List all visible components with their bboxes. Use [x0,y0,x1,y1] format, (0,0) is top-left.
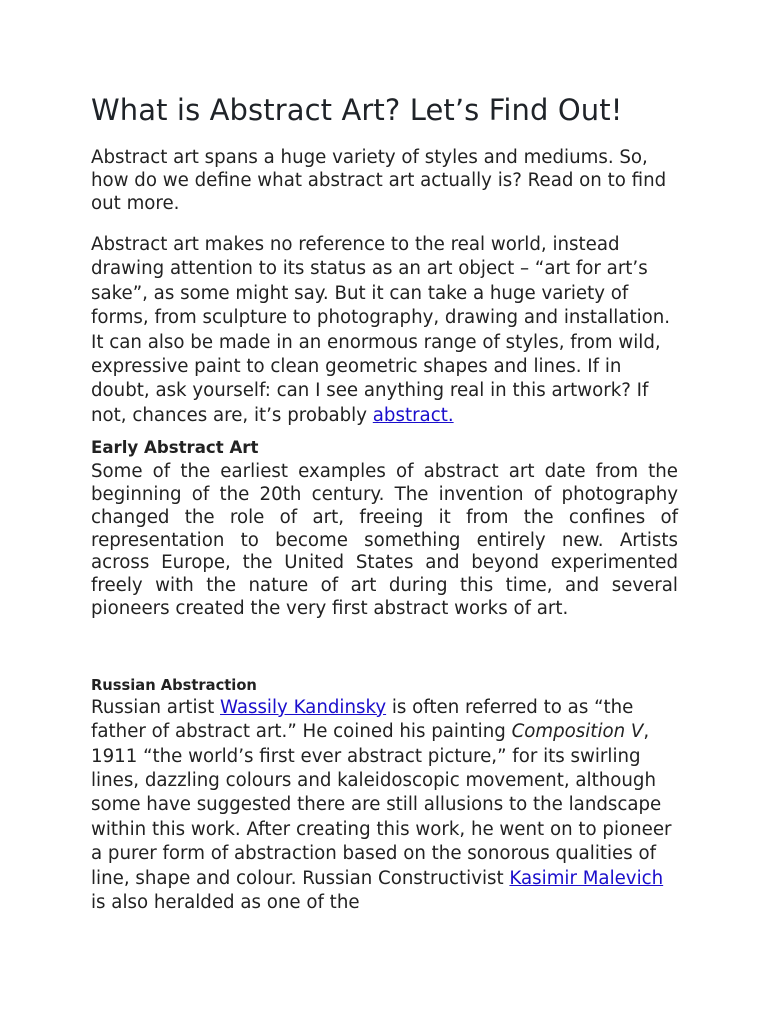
russian-text-a: Russian artist [91,696,220,718]
russian-abstraction-heading: Russian Abstraction [91,676,257,694]
russian-text-b: is often referred to as “the father of abstract art.” He coined his painting [91,696,634,743]
document-page [91,91,678,915]
intro-paragraph: Abstract art spans a huge variety of styles and mediums. So, how do we define what abstract art actually is? Read on to find out more. [91,147,667,214]
malevich-link[interactable]: Kasimir Malevich [509,867,664,889]
early-abstract-art-heading: Early Abstract Art [91,438,259,458]
page-title: What is Abstract Art? Let’s Find Out! [91,93,623,127]
russian-abstraction-paragraph [91,696,678,916]
abstract-link[interactable]: abstract. [372,404,454,426]
definition-text: Abstract art makes no reference to the real world, instead drawing attention to its status as an art object – “art for art’s sake”, as some might say. But it can take a huge variety of forms, from sculpture to photography, drawing and installation. It can also be made in an enormous range of styles, from wild, expressive paint to clean geometric shapes and lines. If in doubt, ask yourself: can I see anything real in this artwork? If not, chances are, it’s probably [91,234,671,426]
russian-text-c: , 1911 “the world’s first ever abstract picture,” for its swirling lines, dazzling colours and kaleidoscopic movement, although some have suggested there are still allusions to the landscape within this work. After creating this work, he went on to pioneer a purer form of abstraction based on the sonorous qualities of line, shape and colour. Russian Constructivist [91,721,672,889]
russian-text-d: is also heralded as one of the [91,892,360,914]
kandinsky-link[interactable]: Wassily Kandinsky [220,696,387,718]
artwork-title: Composition V [511,721,644,743]
early-abstract-art-paragraph: Some of the earliest examples of abstract art date from the beginning of the 20th century. The invention of photography changed the role of art, freeing it from the confines of representation to become something entirely new. Artists across Europe, the United States and beyond experimented freely with the nature of art during this time, and several pioneers created the very first abstract works of art. [91,461,678,620]
definition-paragraph [91,233,678,428]
